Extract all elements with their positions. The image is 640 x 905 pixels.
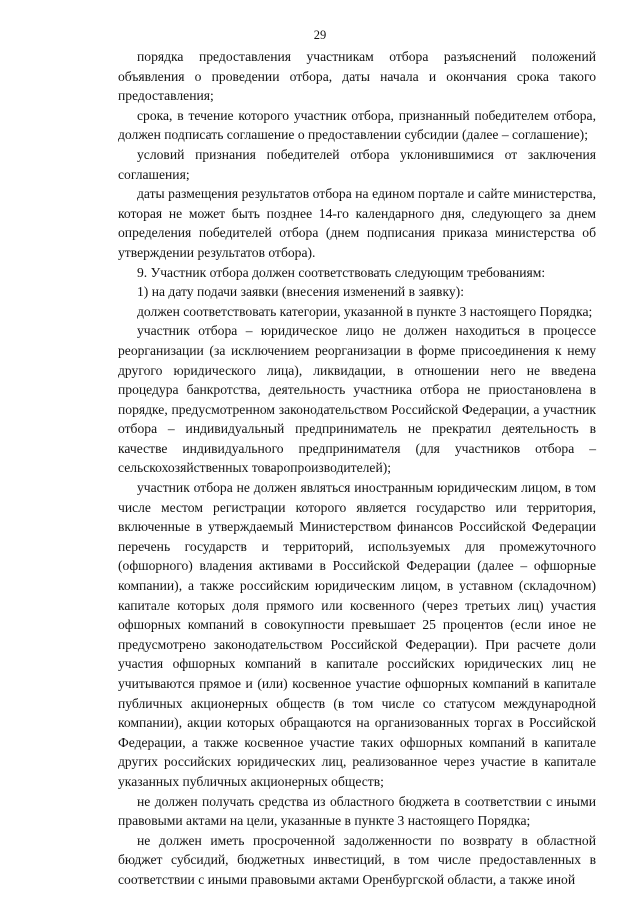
paragraph-reorganization-requirement: участник отбора – юридическое лицо не должен находиться в процессе реорганизации (за исключением реорганизации в форме присоединения к нему другого юридического лица), ликвидации, в отношении него не введена процедура банкротства, деятельность участника отбора не приостановлена в порядке, предусмотренном законодательством Российской Федерации, а участник отбора – индивидуальный предприниматель не прекратил деятельность в качестве индивидуального предпринимателя (для участников отбора – сельскохозяйственных товаропроизводителей); (118, 323, 596, 476)
paragraph-evasion-conditions: условий признания победителей отбора уклонившимися от заключения соглашения; (118, 146, 596, 182)
paragraph-item-9: 9. Участник отбора должен соответствовать следующим требованиям: (137, 264, 546, 280)
paragraph-category-requirement: должен соответствовать категории, указанной в пункте 3 настоящего Порядка; (137, 303, 593, 319)
paragraph-clarifications: порядка предоставления участникам отбора разъяснений положений объявления о проведении отбора, даты начала и окончания срока такого предоставления; (118, 49, 596, 104)
document-body (118, 47, 596, 890)
paragraph-debt-requirement: не должен иметь просроченной задолженности по возврату в областной бюджет субсидий, бюджетных инвестиций, в том числе предоставленных в соответствии с иными правовыми актами Оренбургской области, а также иной (118, 832, 596, 887)
paragraph-budget-funds-requirement: не должен получать средства из областного бюджета в соответствии с иными правовыми актами на цели, указанные в пункте 3 настоящего Порядка; (118, 793, 596, 829)
page-number: 29 (313, 28, 327, 42)
paragraph-results-publication: даты размещения результатов отбора на едином портале и сайте министерства, которая не может быть позднее 14-го календарного дня, следующего за днем определения победителей отбора (днем подписания приказа министерства об утверждении результатов отбора). (118, 186, 596, 260)
paragraph-subitem-1: 1) на дату подачи заявки (внесения изменений в заявку): (137, 284, 464, 300)
paragraph-agreement-deadline: срока, в течение которого участник отбора, признанный победителем отбора, должен подписать соглашение о предоставлении субсидии (далее – соглашение); (118, 107, 596, 143)
paragraph-offshore-requirement: участник отбора не должен являться иностранным юридическим лицом, в том числе местом регистрации которого является государство или территория, включенные в утверждаемый Министерством финансов Российской Федерации перечень государств и территорий, используемых для промежуточного (офшорного) владения активами в Российской Федерации (далее – офшорные компании), а также российским юридическим лицом, в уставном (складочном) капитале которых доля прямого или косвенного (через третьих лиц) участия офшорных компаний в совокупности превышает 25 процентов (если иное не предусмотрено законодательством Российской Федерации). При расчете доли участия офшорных компаний в капитале российских юридических лиц не учитываются прямое и (или) косвенное участие офшорных компаний в капитале публичных акционерных обществ (в том числе со статусом международной компании), акции которых обращаются на организованных торгах в Российской Федерации, а также косвенное участие таких офшорных компаний в капитале других российских юридических лиц, реализованное через участие в капитале указанных публичных акционерных обществ; (118, 480, 596, 789)
